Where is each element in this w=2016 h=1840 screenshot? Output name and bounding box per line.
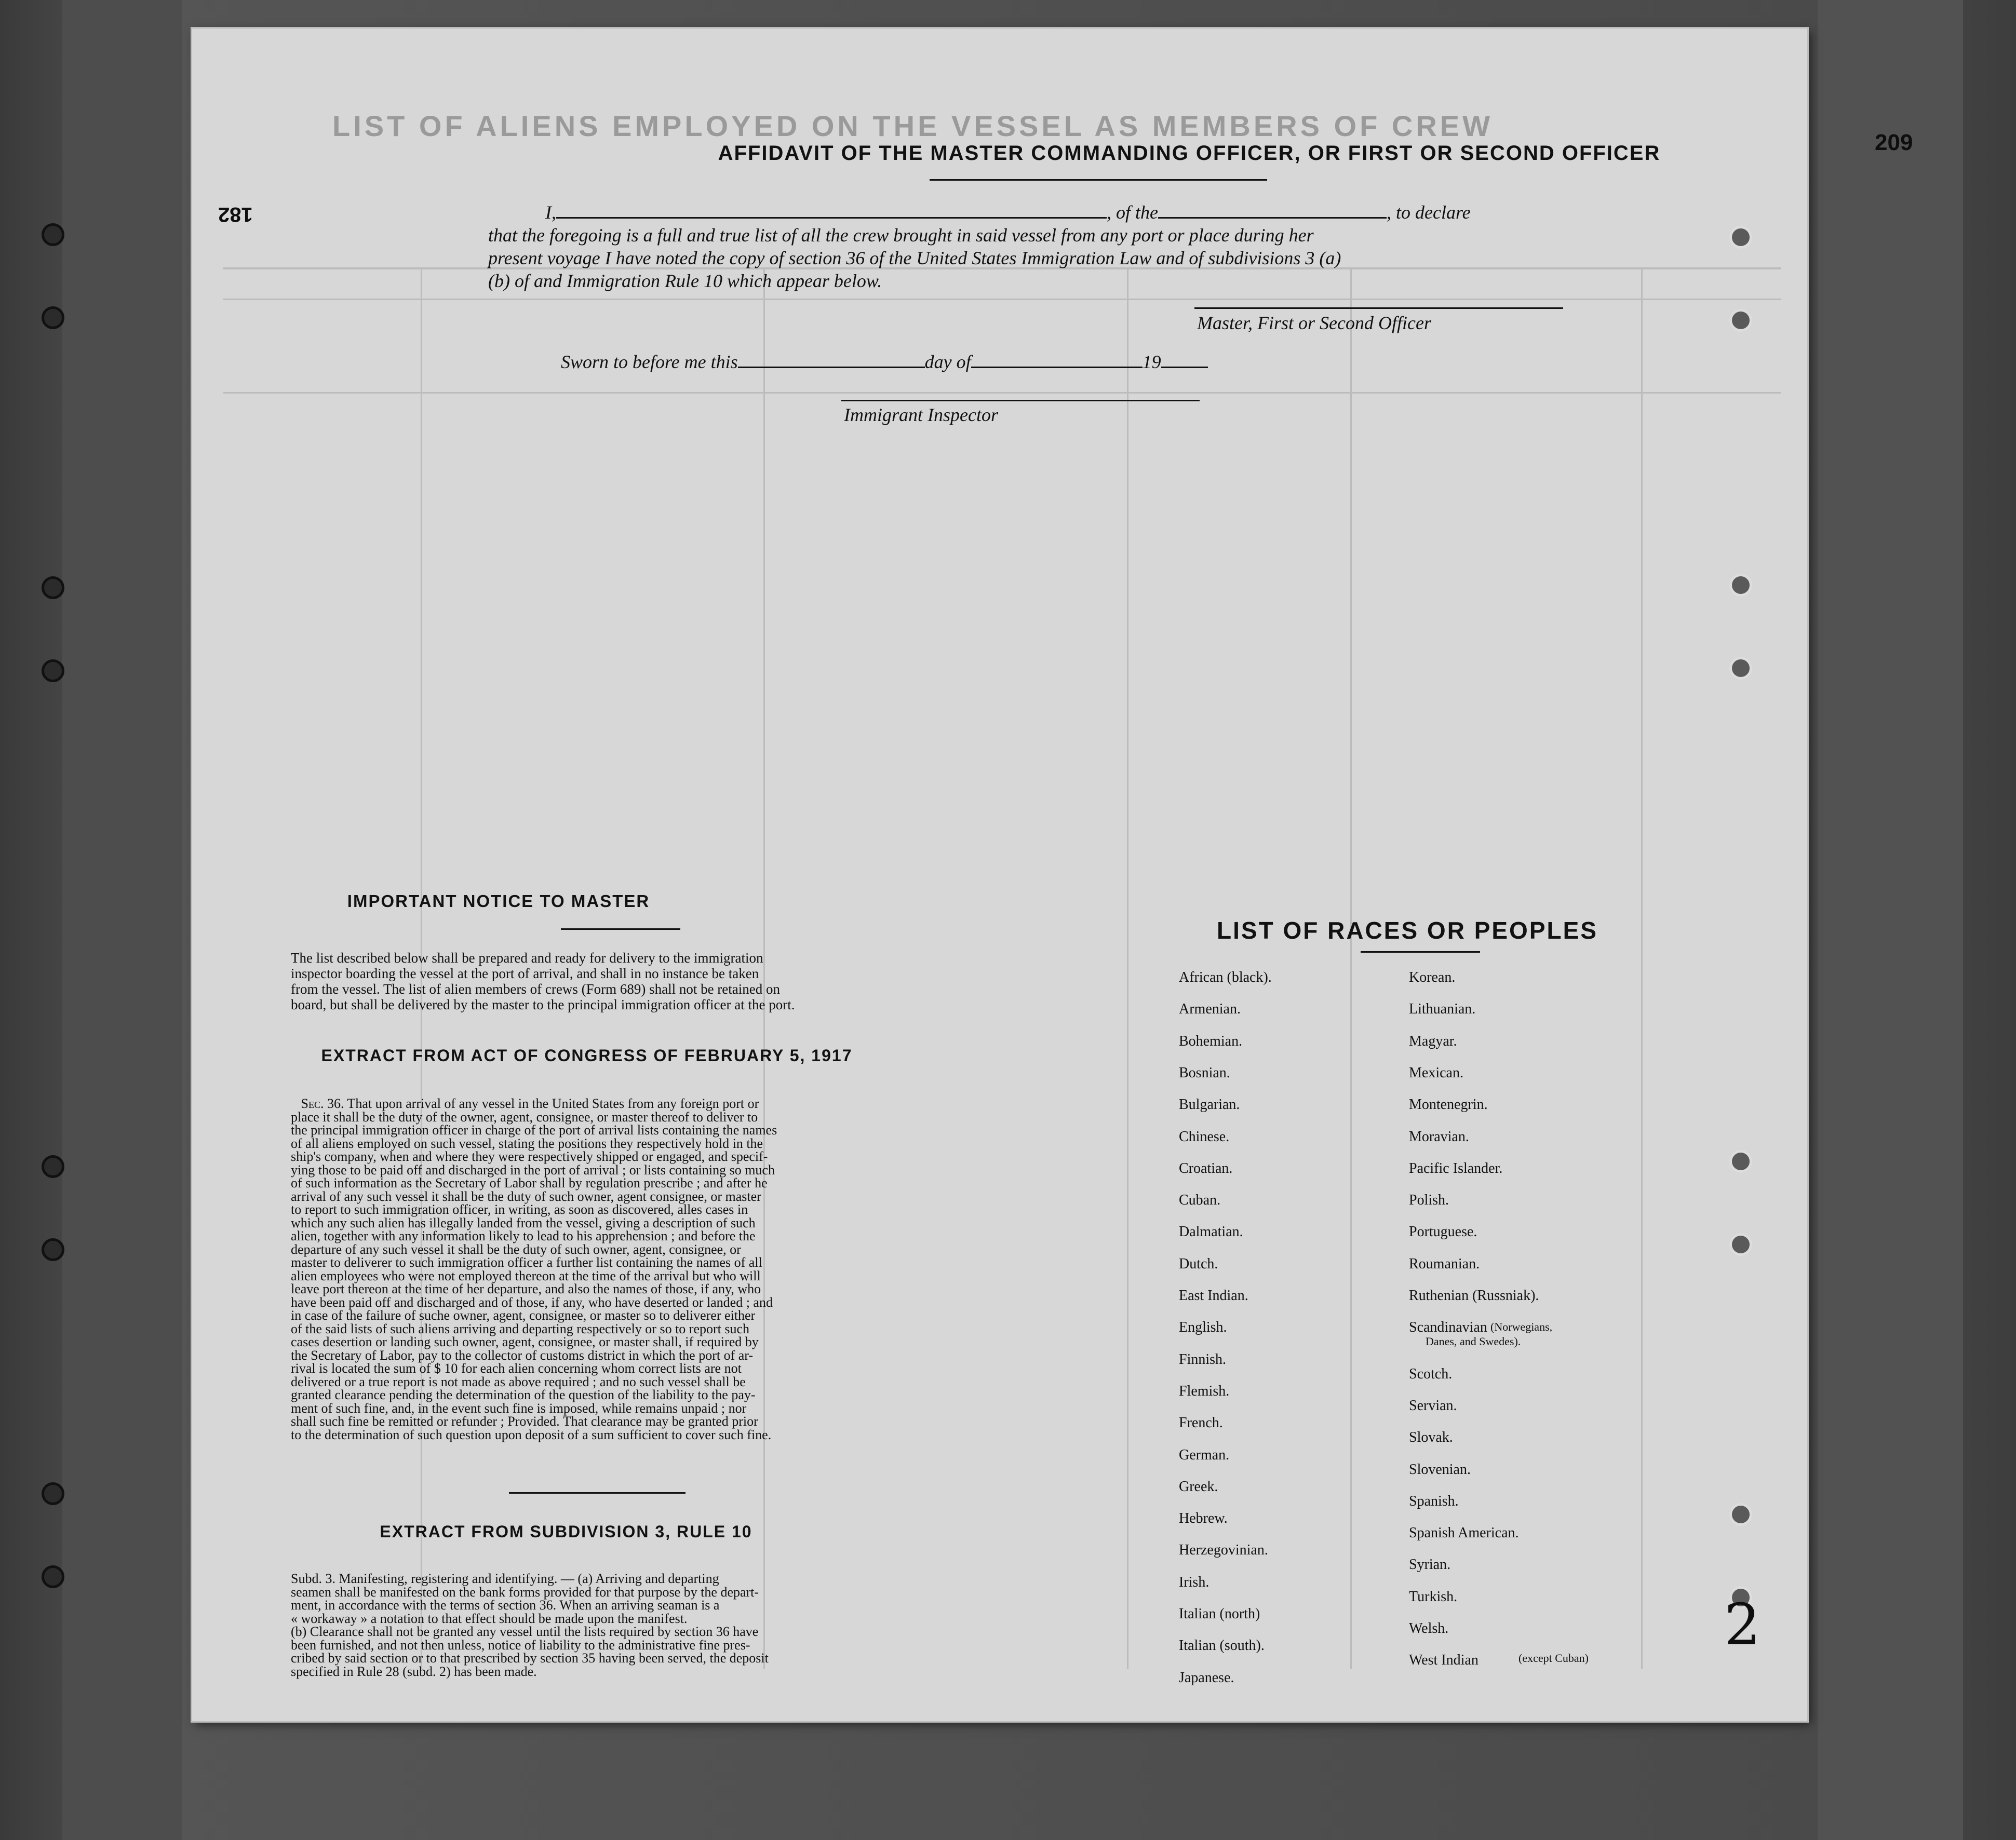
race-item: Bulgarian. [1179, 1097, 1240, 1113]
race-item: Korean. [1409, 969, 1456, 985]
race-item: Spanish American. [1409, 1525, 1519, 1541]
year-prefix: 19 [1142, 351, 1161, 372]
rule-line: (b) Clearance shall not be granted any vessel until the lists required by section 36 have [291, 1624, 759, 1639]
sworn-label: Sworn to before me this [561, 351, 738, 372]
binder-hole [1729, 309, 1752, 332]
race-item: Montenegrin. [1409, 1097, 1488, 1113]
affidavit-line-4: (b) of and Immigration Rule 10 which appear below. [488, 270, 882, 291]
binder-hole [42, 1155, 64, 1178]
rule-line: cribed by said section or to that prescribed by section 35 having been served, the deposit [291, 1650, 769, 1666]
act-line: Sec. 36. That upon arrival of any vessel in the United States from any foreign port or [301, 1096, 759, 1111]
binder-hole [1729, 574, 1752, 597]
race-item: Croatian. [1179, 1160, 1233, 1176]
race-item: English. [1179, 1319, 1227, 1335]
notice-line: from the vessel. The list of alien members of crews (Form 689) shall not be retained on [291, 981, 781, 997]
act-line: of the said lists of such aliens arriving and departing respectively or so to report such [291, 1321, 750, 1336]
race-item: Herzegovinian. [1179, 1542, 1268, 1558]
race-item: Irish. [1179, 1574, 1209, 1590]
inspector-label: Immigrant Inspector [844, 404, 998, 425]
race-item: Spanish. [1409, 1493, 1459, 1509]
act-heading: EXTRACT FROM ACT OF CONGRESS OF FEBRUARY 5, 1917 [321, 1046, 853, 1065]
race-item: Finnish. [1179, 1351, 1227, 1368]
rule-line: specified in Rule 28 (subd. 2) has been made. [291, 1663, 537, 1679]
affidavit-line-1 [545, 201, 1471, 224]
act-line: of such information as the Secretary of Labor shall by regulation prescribe ; and after he [291, 1175, 768, 1190]
race-item: Moravian. [1409, 1129, 1469, 1145]
affidavit-line-2: that the foregoing is a full and true list of all the crew brought in said vessel from any port or place during her [488, 225, 1314, 246]
day-of-label: day of [924, 351, 971, 372]
act-line: leave port thereon at the time of her departure, and also the names of those, if any, who [291, 1281, 761, 1296]
act-line: of all aliens employed on such vessel, stating the positions they respectively hold in the [291, 1135, 763, 1151]
binder-hole [42, 576, 64, 599]
show-through-rule [1127, 267, 1128, 1669]
act-text [291, 1097, 893, 1441]
show-through-rule [1350, 267, 1352, 1669]
rule-line: « workaway » a notation to that effect should be made upon the manifest. [291, 1611, 688, 1626]
notice-line: inspector boarding the vessel at the port of arrival, and shall in no instance be taken [291, 966, 759, 981]
race-item: German. [1179, 1447, 1230, 1463]
race-item: Pacific Islander. [1409, 1160, 1503, 1176]
affidavit-of-the: , of the [1107, 202, 1158, 223]
signature-rule [1194, 307, 1563, 309]
race-item: Scotch. [1409, 1366, 1453, 1382]
race-item: Magyar. [1409, 1033, 1457, 1049]
race-item: East Indian. [1179, 1288, 1248, 1304]
race-item: Bohemian. [1179, 1033, 1243, 1049]
act-line: delivered or a true report is not made as above required ; and no such vessel shall be [291, 1374, 746, 1389]
handwritten-mark: 2 [1724, 1591, 1760, 1658]
act-end-rule [509, 1492, 686, 1494]
race-item: Mexican. [1409, 1065, 1463, 1081]
binder-hole [1729, 1233, 1752, 1256]
scandinavian-note-continued: Danes, and Swedes). [1426, 1335, 1521, 1348]
affidavit-i: I, [545, 202, 556, 223]
race-item: Scandinavian [1409, 1319, 1487, 1335]
race-item: Japanese. [1179, 1670, 1234, 1686]
section-label: Sec. 36. [301, 1096, 344, 1111]
sworn-month-blank[interactable] [971, 351, 1143, 368]
show-through-rule [1641, 267, 1643, 1669]
race-item: West Indian [1409, 1652, 1479, 1668]
binder-hole [1729, 657, 1752, 680]
act-line: ying those to be paid off and discharged in the port of arrival ; or lists containing so much [291, 1162, 775, 1178]
act-line: in case of the failure of suche owner, agent, consignee, or master so to deliverer either [291, 1308, 756, 1323]
act-line: have been paid off and discharged and of those, if any, who have deserted or landed ; and [291, 1294, 773, 1310]
act-line: the principal immigration officer in charge of the port of arrival lists containing the names [291, 1122, 777, 1138]
binder-hole [42, 1482, 64, 1505]
race-item: Dalmatian. [1179, 1224, 1243, 1240]
show-through-text: LIST OF ALIENS EMPLOYED ON THE VESSEL AS MEMBERS OF CREW [332, 110, 1493, 142]
act-line: departure of any such vessel it shall be the duty of such owner, agent, consignee, or [291, 1241, 741, 1257]
binder-hole [42, 1565, 64, 1588]
race-item: Greek. [1179, 1479, 1218, 1495]
race-item: Italian (south). [1179, 1638, 1265, 1654]
show-through-rule [223, 392, 1781, 394]
race-item: Slovenian. [1409, 1462, 1471, 1478]
notice-rule [561, 928, 680, 930]
west-indian-note: (except Cuban) [1518, 1652, 1589, 1665]
race-item: Welsh. [1409, 1620, 1449, 1636]
rule-line: ment, in accordance with the terms of section 36. When an arriving seaman is a [291, 1598, 720, 1613]
inspector-rule [841, 400, 1200, 401]
signature-label: Master, First or Second Officer [1197, 313, 1431, 333]
race-item: Turkish. [1409, 1589, 1458, 1605]
rule-line: Subd. 3. Manifesting, registering and identifying. — (a) Arriving and departing [291, 1571, 719, 1586]
rule-heading: EXTRACT FROM SUBDIVISION 3, RULE 10 [380, 1522, 752, 1541]
race-item: Bosnian. [1179, 1065, 1230, 1081]
title-rule [930, 179, 1267, 181]
act-line: the Secretary of Labor, pay to the collector of customs district in which the port of ar- [291, 1347, 754, 1363]
act-line: rival is located the sum of $ 10 for each alien concerning whom correct lists are not [291, 1361, 742, 1376]
binder-strip-left [62, 0, 182, 1840]
race-item: Lithuanian. [1409, 1001, 1476, 1017]
race-item: French. [1179, 1415, 1223, 1431]
sworn-day-blank[interactable] [738, 351, 925, 368]
act-line: arrival of any such vessel it shall be the duty of such owner, agent consignee, or master [291, 1188, 761, 1204]
act-line: alien employees who were not employed thereon at the time of the arrival but who will [291, 1268, 761, 1283]
affidavit-line-3: present voyage I have noted the copy of section 36 of the United States Immigration Law and of subdivisions 3 (a) [488, 248, 1341, 268]
sworn-line [561, 350, 1208, 373]
act-line: ship's company, when and where they were respectively shipped or engaged, and specif- [291, 1149, 768, 1164]
margin-number: 182 [218, 203, 253, 226]
binder-strip-right [1818, 0, 1963, 1840]
races-title: LIST OF RACES OR PEOPLES [1217, 917, 1598, 944]
binder-hole [1729, 1150, 1752, 1173]
act-line: alien, together with any information likely to lead to his apprehension ; and before the [291, 1228, 756, 1243]
race-item: Servian. [1409, 1398, 1457, 1414]
race-item: Syrian. [1409, 1557, 1451, 1573]
sworn-year-blank[interactable] [1161, 351, 1208, 368]
scandinavian-note: (Norwegians, [1490, 1320, 1553, 1333]
vessel-blank[interactable] [1158, 201, 1387, 219]
manifest-page [192, 29, 1913, 1721]
race-item: Portuguese. [1409, 1224, 1477, 1240]
act-line: shall such fine be remitted or refunder ; Provided. That clearance may be granted prior [291, 1414, 758, 1429]
race-item: Ruthenian (Russniak). [1409, 1288, 1539, 1304]
race-item: Polish. [1409, 1192, 1449, 1208]
act-line: granted clearance pending the determination of the question of the liability to the pay- [291, 1387, 756, 1402]
race-item: African (black). [1179, 969, 1272, 985]
race-item: Roumanian. [1409, 1256, 1480, 1272]
race-item: Dutch. [1179, 1256, 1218, 1272]
binder-hole [1729, 226, 1752, 249]
name-blank[interactable] [556, 201, 1107, 219]
act-line: to the determination of such question upon deposit of a sum sufficient to cover such fine. [291, 1427, 772, 1442]
rule-line: been furnished, and not then unless, notice of liability to the administrative fine pres- [291, 1637, 750, 1653]
race-item: Cuban. [1179, 1192, 1221, 1208]
rule-text [291, 1572, 893, 1678]
act-line: to report to such immigration officer, in writing, as soon as discovered, alles cases in [291, 1202, 748, 1217]
race-item: Slovak. [1409, 1429, 1453, 1445]
page-number: 209 [1875, 130, 1913, 155]
act-line: ment of such fine, and, in the event such fine is imposed, while remains unpaid ; nor [291, 1400, 747, 1416]
races-rule [1361, 951, 1480, 953]
act-line: cases desertion or landing such owner, agent, consignee, or master shall, if required by [291, 1334, 759, 1349]
race-item: Armenian. [1179, 1001, 1241, 1017]
binder-hole [42, 1238, 64, 1261]
notice-text [291, 950, 893, 1012]
binder-hole [42, 223, 64, 246]
act-line: place it shall be the duty of the owner, agent, consignee, or master thereof to deliver to [291, 1109, 758, 1125]
notice-line: board, but shall be delivered by the master to the principal immigration officer at the port. [291, 997, 795, 1012]
binder-hole [42, 659, 64, 682]
affidavit-title: AFFIDAVIT OF THE MASTER COMMANDING OFFICER, OR FIRST OR SECOND OFFICER [718, 142, 1661, 165]
binder-hole [42, 306, 64, 329]
notice-line: The list described below shall be prepared and ready for delivery to the immigration [291, 950, 763, 966]
act-line: master to deliverer to such immigration officer a further list containing the names of all [291, 1255, 762, 1270]
race-item: Flemish. [1179, 1383, 1230, 1399]
race-item: Italian (north) [1179, 1606, 1260, 1622]
rule-line: seamen shall be manifested on the bank forms provided for that purpose by the depart- [291, 1584, 759, 1600]
notice-heading: IMPORTANT NOTICE TO MASTER [347, 891, 650, 911]
race-item: Hebrew. [1179, 1510, 1228, 1526]
race-item: Chinese. [1179, 1129, 1230, 1145]
act-line: which any such alien has illegally landed from the vessel, giving a description of such [291, 1215, 756, 1230]
affidavit-to-declare: , to declare [1386, 202, 1471, 223]
show-through-rule [223, 299, 1781, 300]
binder-hole [1729, 1503, 1752, 1526]
